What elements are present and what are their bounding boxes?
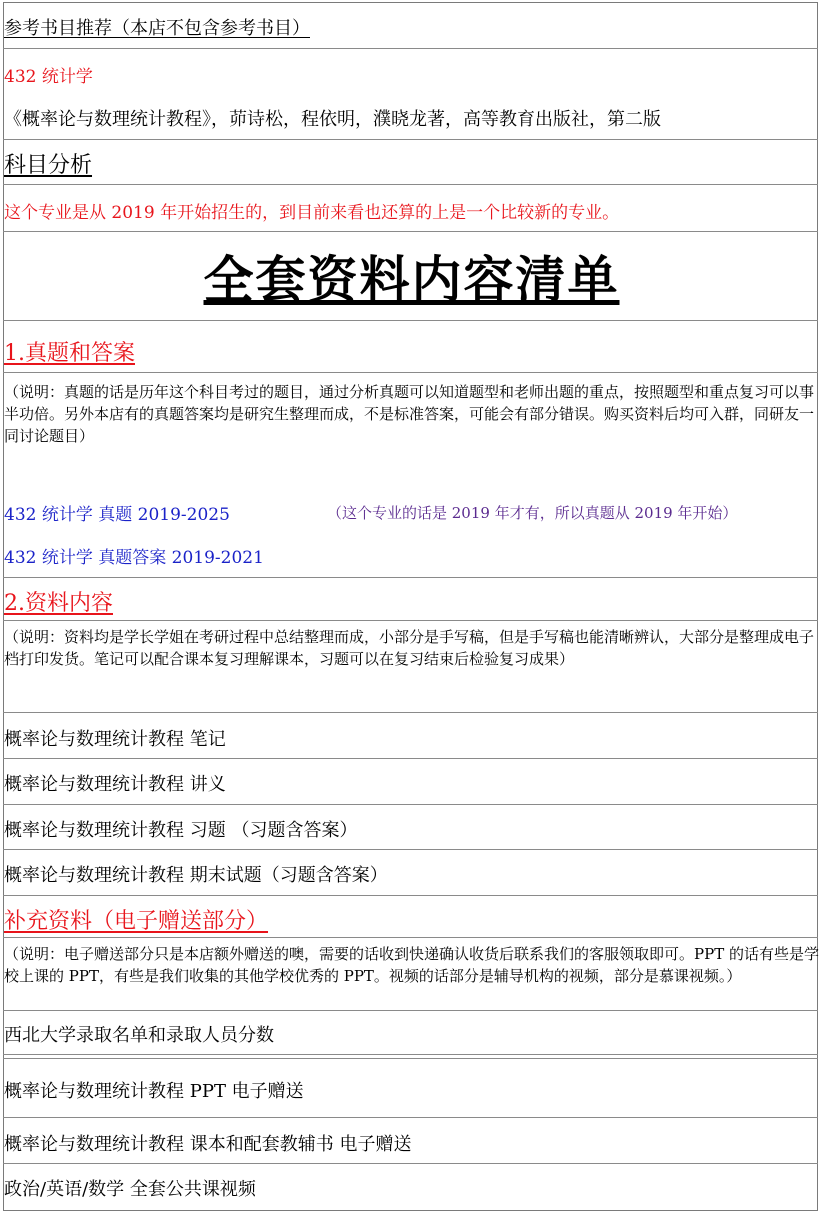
divider [3, 1010, 818, 1011]
list-item: 西北大学录取名单和录取人员分数 [4, 1025, 274, 1046]
divider [3, 620, 818, 621]
divider [3, 1054, 818, 1055]
section1-note: （说明：真题的话是历年这个科目考过的题目，通过分析真题可以知道题型和老师出题的重点，按照题型和重点复习可以事半功倍。另外本店有的真题答案均是研究生整理而成，不是标准答案，可能会有部分错误。购买资料后均可入群，同研友一同讨论题目） [4, 383, 815, 445]
divider [3, 804, 818, 805]
divider [3, 1163, 818, 1164]
divider [3, 895, 818, 896]
list-item: 概率论与数理统计教程 PPT 电子赠送 [4, 1081, 304, 1102]
divider [3, 758, 818, 759]
ref-book: 《概率论与数理统计教程》，茆诗松，程依明，濮晓龙著，高等教育出版社，第二版 [4, 109, 661, 130]
list-item: 政治/英语/数学 全套公共课视频 [4, 1179, 256, 1200]
section1-heading: 1.真题和答案 [4, 341, 135, 366]
divider [3, 577, 818, 578]
divider [3, 372, 818, 373]
divider [3, 1058, 818, 1059]
divider [3, 184, 818, 185]
divider [3, 231, 818, 232]
section1-item-answers: 432 统计学 真题答案 2019-2021 [4, 548, 264, 568]
divider [3, 712, 818, 713]
section2-heading: 2.资料内容 [4, 591, 113, 616]
section1-item-exam-note: （这个专业的话是 2019 年才有，所以真题从 2019 年开始） [327, 504, 738, 522]
section3-heading: 补充资料（电子赠送部分） [4, 909, 269, 934]
divider [3, 320, 818, 321]
divider [3, 849, 818, 850]
list-item: 概率论与数理统计教程 习题 （习题含答案） [4, 820, 358, 841]
ref-books-heading: 参考书目推荐（本店不包含参考书目） [4, 18, 310, 39]
list-item: 概率论与数理统计教程 课本和配套教辅书 电子赠送 [4, 1134, 412, 1155]
list-item: 概率论与数理统计教程 期末试题（习题含答案） [4, 865, 388, 886]
analysis-heading: 科目分析 [4, 153, 93, 178]
section3-note: （说明：电子赠送部分只是本店额外赠送的噢，需要的话收到快递确认收货后联系我们的客服领取即可。PPT 的话有些是学校上课的 PPT，有些是我们收集的其他学校优秀的 PPT。视频的话部分是辅导机构的视频，部分是慕课视频。） [4, 945, 819, 985]
list-item: 概率论与数理统计教程 笔记 [4, 729, 226, 750]
divider [3, 937, 818, 938]
divider [3, 139, 818, 140]
analysis-text: 这个专业是从 2019 年开始招生的，到目前来看也还算的上是一个比较新的专业。 [4, 203, 620, 223]
list-item: 概率论与数理统计教程 讲义 [4, 774, 226, 795]
section1-item-exam: 432 统计学 真题 2019-2025 [4, 505, 230, 525]
ref-subject: 432 统计学 [4, 67, 93, 87]
section2-note: （说明：资料均是学长学姐在考研过程中总结整理而成，小部分是手写稿，但是手写稿也能清晰辨认，大部分是整理成电子档打印发货。笔记可以配合课本复习理解课本，习题可以在复习结束后检验复习成果） [4, 628, 815, 668]
main-title: 全套资料内容清单 [203, 251, 620, 309]
divider [3, 1117, 818, 1118]
divider [3, 48, 818, 49]
